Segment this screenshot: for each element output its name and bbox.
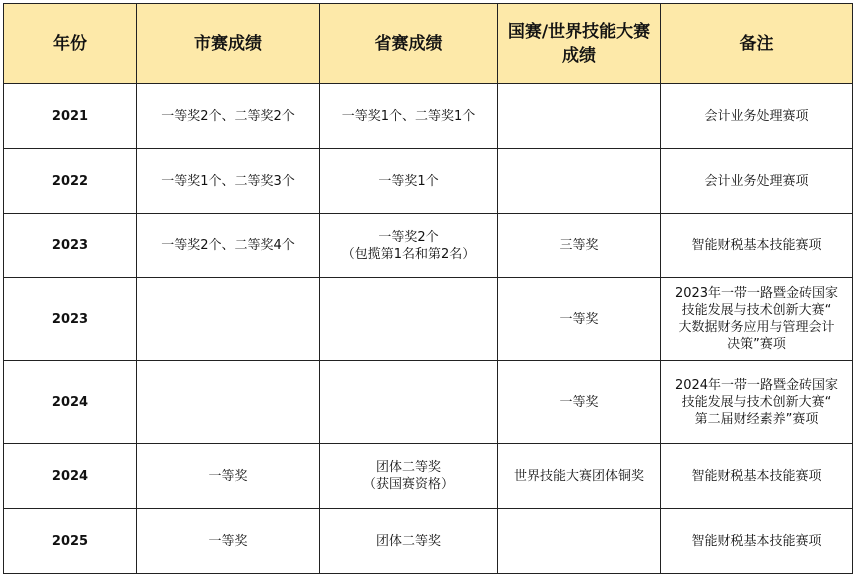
table-row xyxy=(4,278,853,361)
table-row xyxy=(4,509,853,574)
note-line: 大数据财务应用与管理会计 xyxy=(678,320,835,335)
year-cell: 2023 xyxy=(4,214,137,278)
header-note: 备注 xyxy=(661,4,853,84)
province-line: 一等奖2个 xyxy=(378,229,439,245)
note-line: 2023年一带一路暨金砖国家 xyxy=(674,286,839,301)
province-cell xyxy=(320,214,498,278)
province-line: 一等奖1个 xyxy=(378,173,439,189)
note-line: 会计业务处理赛项 xyxy=(704,108,809,124)
national-cell xyxy=(498,509,661,574)
table-row xyxy=(4,444,853,509)
city-cell: 一等奖 xyxy=(137,444,320,509)
province-line: （包揽第1名和第2名） xyxy=(341,246,476,262)
year-cell: 2023 xyxy=(4,278,137,361)
national-cell: 一等奖 xyxy=(498,361,661,444)
header-national: 国赛/世界技能大赛成绩 xyxy=(498,4,661,84)
table-row xyxy=(4,84,853,149)
province-cell xyxy=(320,509,498,574)
note-line: 第二届财经素养”赛项 xyxy=(694,411,819,427)
note-line: 2024年一带一路暨金砖国家 xyxy=(674,377,839,393)
table-row xyxy=(4,361,853,444)
note-line: 技能发展与技术创新大赛“ xyxy=(681,394,832,410)
note-cell xyxy=(661,444,853,509)
city-cell xyxy=(137,278,320,361)
national-cell xyxy=(498,84,661,149)
note-line: 智能财税基本技能赛项 xyxy=(691,468,822,484)
header-city: 市赛成绩 xyxy=(137,4,320,84)
header-row xyxy=(4,4,853,84)
note-line: 智能财税基本技能赛项 xyxy=(691,238,822,253)
province-line: 团体二等奖 xyxy=(375,460,441,475)
header-province: 省赛成绩 xyxy=(320,4,498,84)
note-cell xyxy=(661,149,853,214)
note-cell xyxy=(661,278,853,361)
province-cell xyxy=(320,278,498,361)
note-line: 会计业务处理赛项 xyxy=(704,173,809,189)
year-cell: 2024 xyxy=(4,444,137,509)
note-line: 技能发展与技术创新大赛“ xyxy=(681,303,832,318)
year-cell: 2022 xyxy=(4,149,137,214)
note-cell xyxy=(661,214,853,278)
table-row xyxy=(4,149,853,214)
table-row xyxy=(4,214,853,278)
national-cell: 世界技能大赛团体铜奖 xyxy=(498,444,661,509)
province-cell xyxy=(320,444,498,509)
note-cell xyxy=(661,84,853,149)
province-line: 一等奖1个、二等奖1个 xyxy=(341,108,476,124)
national-cell: 三等奖 xyxy=(498,214,661,278)
note-cell xyxy=(661,509,853,574)
note-line: 决策”赛项 xyxy=(727,337,786,352)
national-cell xyxy=(498,149,661,214)
year-cell: 2021 xyxy=(4,84,137,149)
national-cell: 一等奖 xyxy=(498,278,661,361)
year-cell: 2024 xyxy=(4,361,137,444)
city-cell xyxy=(137,361,320,444)
province-cell xyxy=(320,149,498,214)
year-cell: 2025 xyxy=(4,509,137,574)
awards-table xyxy=(3,3,853,574)
note-cell xyxy=(661,361,853,444)
province-line: 团体二等奖 xyxy=(375,533,441,549)
city-cell: 一等奖2个、二等奖4个 xyxy=(137,214,320,278)
province-cell xyxy=(320,84,498,149)
province-line: （获国赛资格） xyxy=(362,477,454,492)
city-cell: 一等奖 xyxy=(137,509,320,574)
city-cell: 一等奖2个、二等奖2个 xyxy=(137,84,320,149)
city-cell: 一等奖1个、二等奖3个 xyxy=(137,149,320,214)
province-cell xyxy=(320,361,498,444)
note-line: 智能财税基本技能赛项 xyxy=(691,533,822,549)
header-year: 年份 xyxy=(4,4,137,84)
